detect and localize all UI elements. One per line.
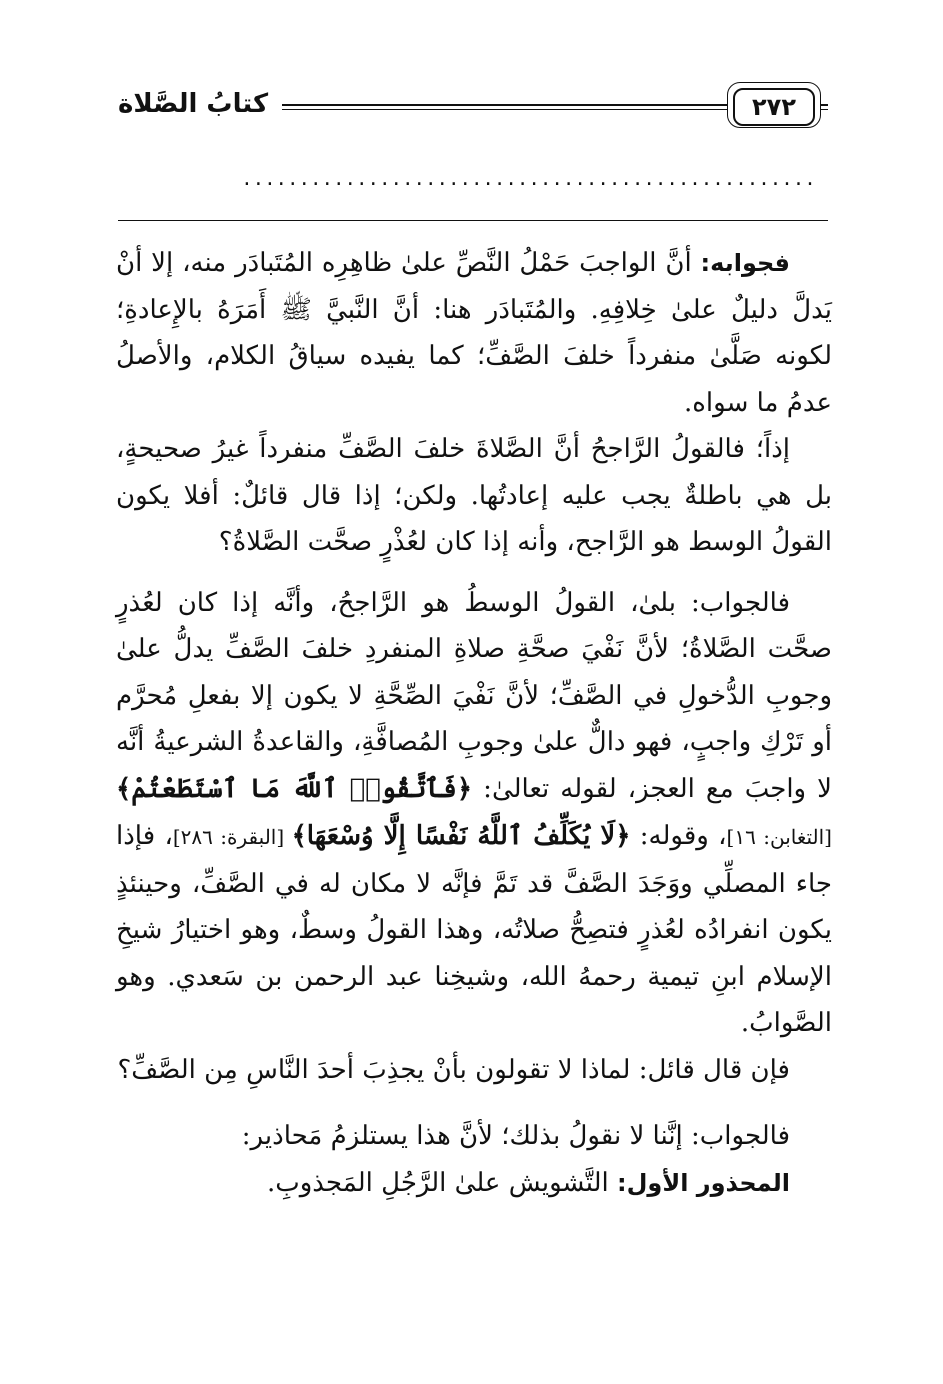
response-text-3: ، فإذا جاء المصلِّي ووَجَدَ الصَّفَّ قد تَمَّ فإنَّه لا مكان له في الصَّفِّ، وحينئذٍ يكون انفرادُه لعُذرٍ فتصِحُّ صلاتُه، وهذا القولُ وسطٌ، وهو اختيارُ شيخِ الإسلام ابنِ تيمية رحمهُ الله، وشيخِنا عبد الرحمن بن سَعدي. وهو الصَّوابُ.: [116, 821, 832, 1038]
verse-reference-taghabun: [التغابن: ١٦]: [726, 825, 832, 849]
paragraph-question: فإن قال قائل: لماذا لا تقولون بأنْ يجذِبَ أحدَ النَّاسِ مِن الصَّفِّ؟: [117, 1054, 790, 1085]
paragraph-answer: [116, 240, 832, 426]
paragraph-answer-2: فالجواب: إنَّنا لا نقولُ بذلك؛ لأنَّ هذا يستلزمُ مَحاذير:: [241, 1121, 790, 1151]
first-objection-text: التَّشويش علىٰ الرَّجُلِ المَجذوبِ.: [266, 1167, 617, 1198]
page-body: [116, 240, 832, 1206]
footnote-continuation-dots: ..................................................: [243, 166, 818, 191]
first-objection-lead: المحذور الأول:: [616, 1168, 790, 1197]
quran-verse-baqarah: ﴿لَا يُكَلِّفُ ٱللَّهُ نَفْسًا إِلَّا وُسْعَهَا﴾: [291, 821, 631, 851]
answer-lead: فجوابه:: [700, 249, 790, 277]
response-text-1: فالجواب: بلىٰ، القولُ الوسطُ هو الرَّاجحُ، وأنَّه إذا كان لعُذرٍ صحَّت الصَّلاةُ؛ لأنَّ نَفْيَ صحَّةِ صلاةِ المنفردِ خلفَ الصَّفِّ يدلُّ علىٰ وجوبِ الدُّخولِ في الصَّفِّ؛ لأنَّ نَفْيَ الصِّحَّةِ لا يكون إلا بفعلِ مُحرَّم أو تَرْكِ واجبٍ، فهو دالٌّ علىٰ وجوبِ المُصافَّةِ، والقاعدةُ الشرعيةُ أنَّه لا واجبَ مع العجز، لقوله تعالىٰ:: [116, 587, 832, 804]
page-number: ٢٧٢: [733, 88, 815, 126]
paragraph-first-objection: [116, 1160, 832, 1207]
response-text-2: ، وقوله:: [630, 821, 727, 851]
header-separator: [118, 220, 828, 221]
page-header: [118, 84, 828, 128]
book-title: كتابُ الصَّلاة: [118, 84, 282, 124]
answer-text: أنَّ الواجبَ حَمْلُ النَّصِّ علىٰ ظاهِرِه المُتَبادَر منه، إلا أنْ يَدلَّ دليلٌ علىٰ خِلافِهِ. والمُتَبادَر هنا: أنَّ النَّبيَّ ﷺ أَمَرَهُ بالإِعادةِ؛ لكونه صَلَّىٰ منفرداً خلفَ الصَّفِّ؛ كما يفيده سياقُ الكلام، والأصلُ عدمُ ما سواه.: [116, 248, 832, 418]
paragraph-response: [116, 580, 832, 1047]
quran-verse-taghabun: ﴿فَٱتَّقُوا۟ ٱللَّهَ مَا ٱسْتَطَعْتُمْ﴾: [116, 773, 473, 804]
paragraph-conclusion: إذاً؛ فالقولُ الرَّاجحُ أنَّ الصَّلاةَ خلفَ الصَّفِّ منفرداً غيرُ صحيحةٍ، بل هي باطلةٌ يجب عليه إعادتُها. ولكن؛ إذا قال قائلٌ: أفلا يكون القولُ الوسط هو الرَّاجح، وأنه إذا كان لعُذْرٍ صحَّت الصَّلاةُ؟: [116, 434, 832, 557]
verse-reference-baqarah: [البقرة: ٢٨٦]: [172, 825, 292, 849]
